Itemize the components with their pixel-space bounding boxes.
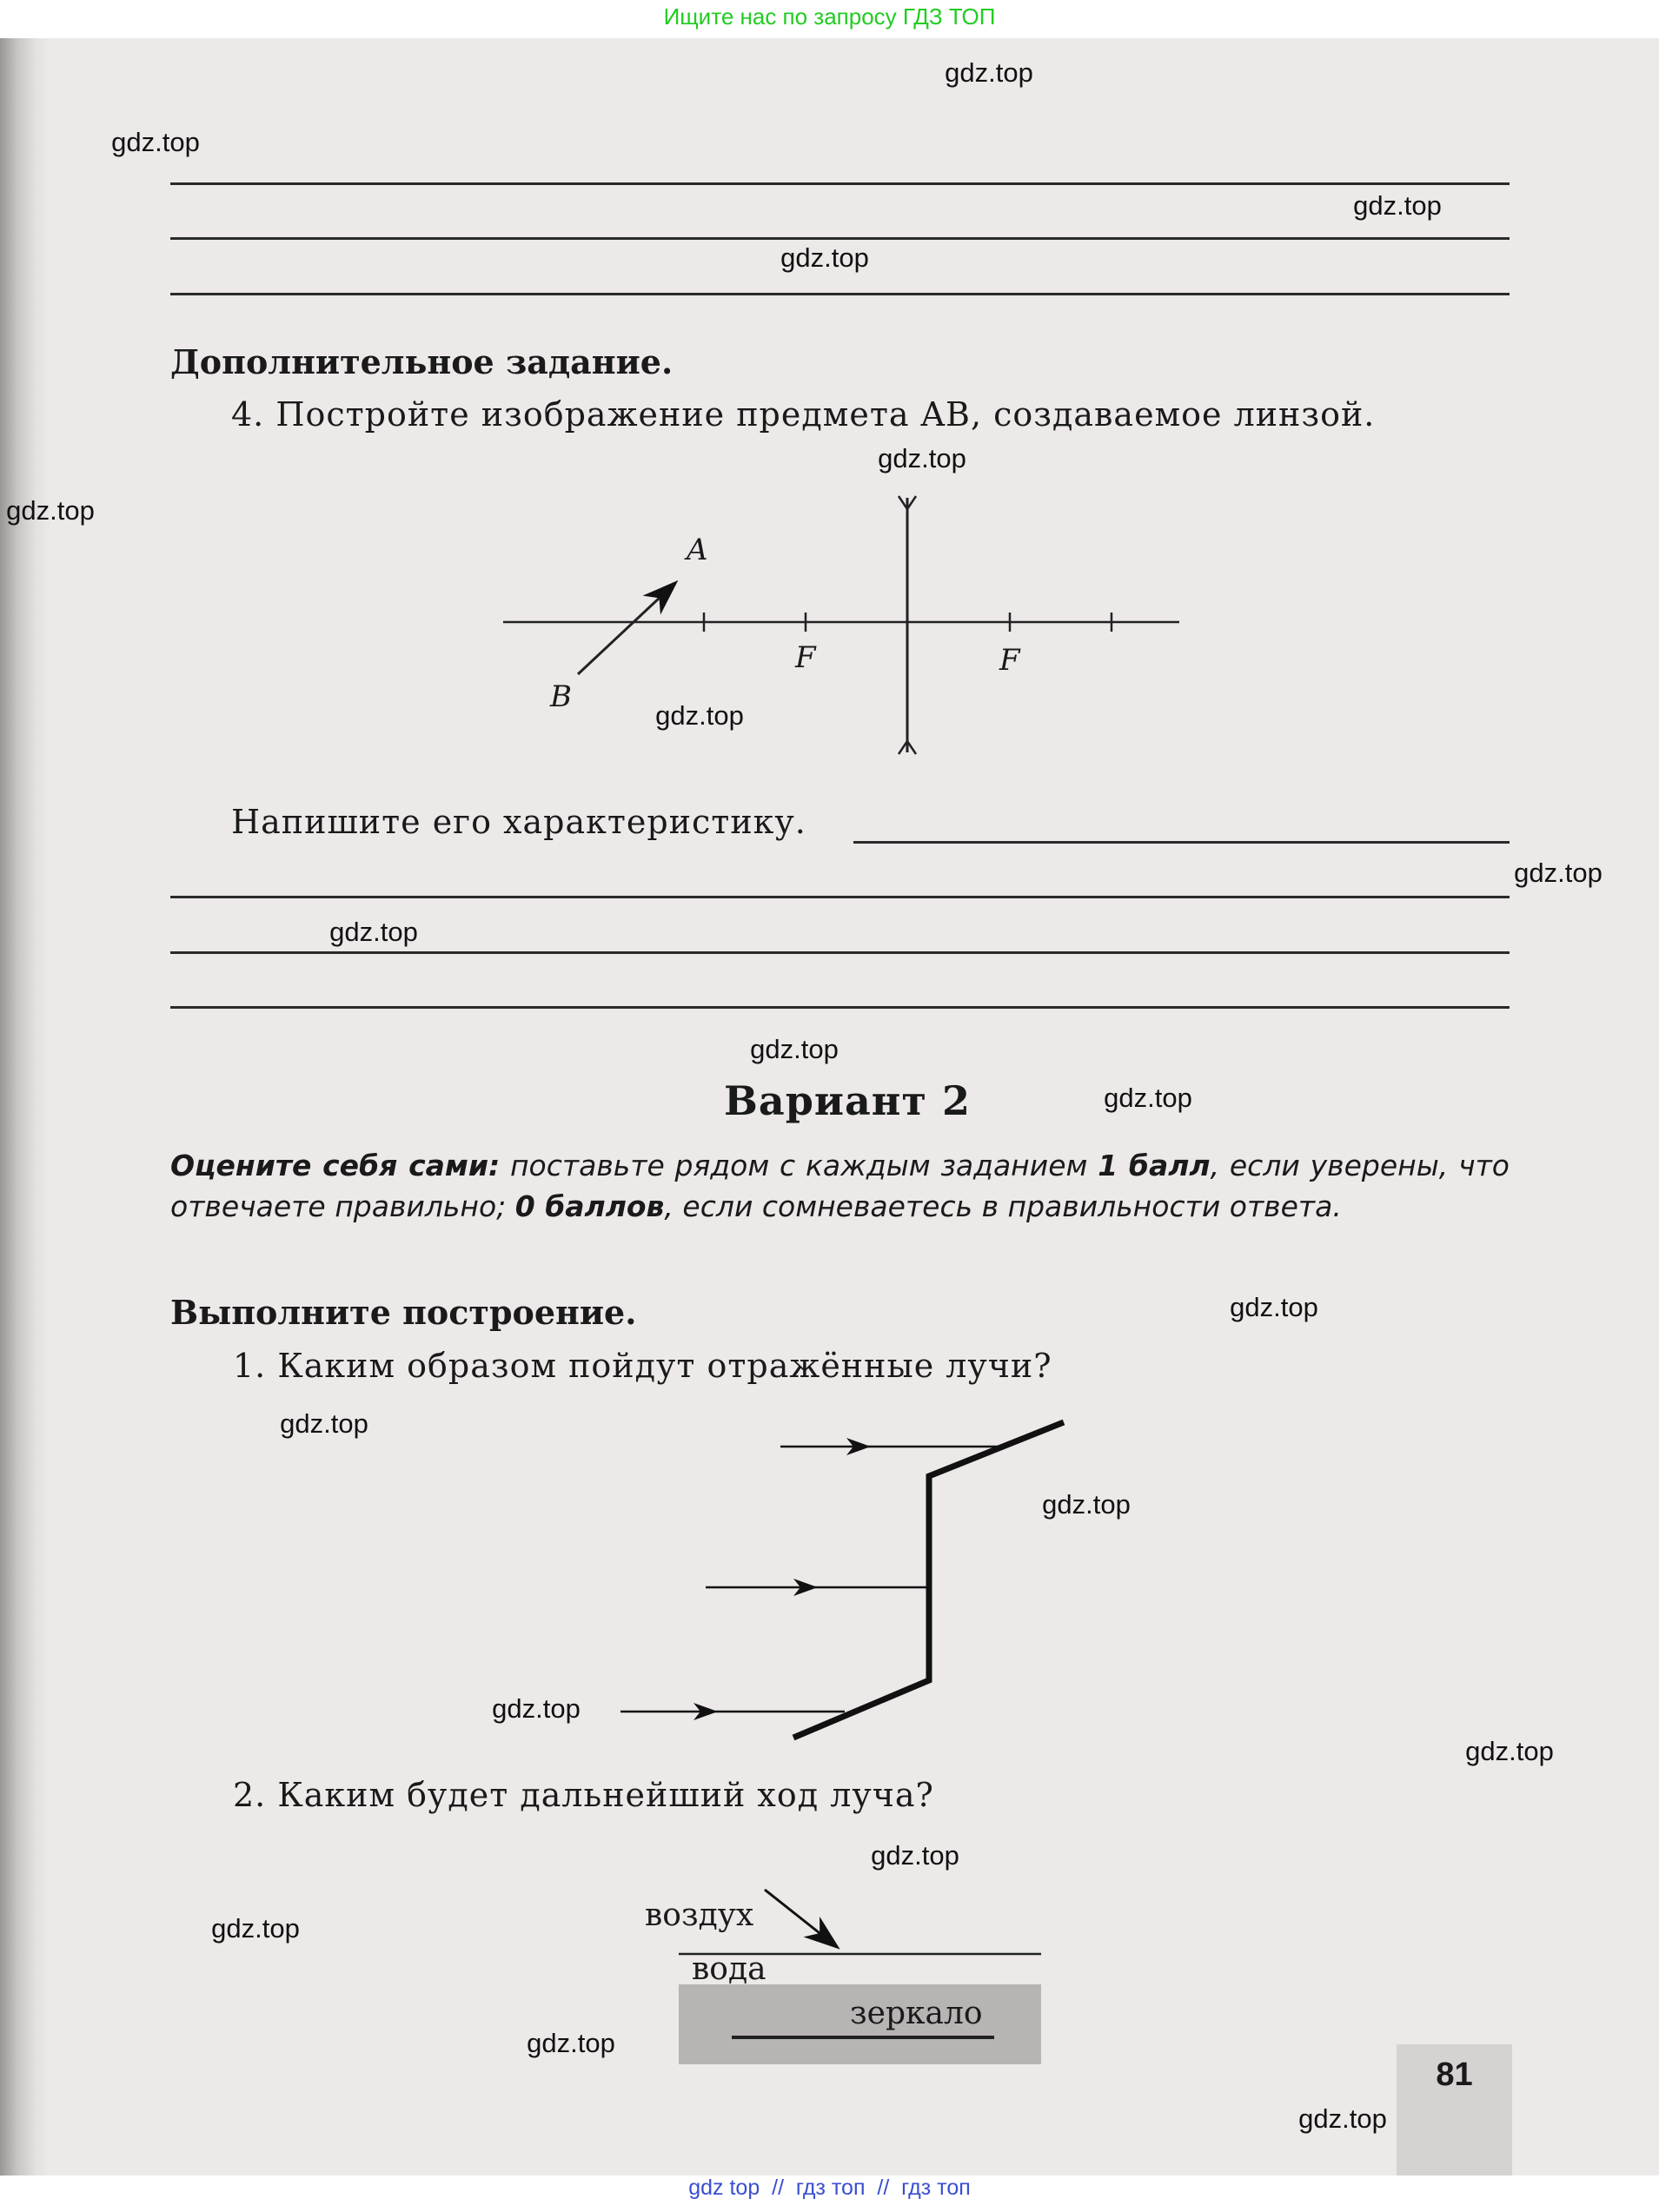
zero-points: 0 баллов xyxy=(514,1189,665,1223)
watermark: gdz.top xyxy=(655,700,744,731)
label-air: воздух xyxy=(645,1897,754,1933)
question-2: 2. Каким будет дальнейший ход луча? xyxy=(233,1776,934,1814)
self-check-instructions xyxy=(170,1145,1510,1227)
mirror-surface xyxy=(793,1422,1064,1738)
watermark: gdz.top xyxy=(871,1840,959,1871)
watermark: gdz.top xyxy=(280,1408,368,1439)
label-water: вода xyxy=(692,1951,766,1987)
question-4: 4. Постройте изображение предмета AB, создаваемое линзой. xyxy=(231,395,1376,434)
watermark: gdz.top xyxy=(1042,1489,1131,1520)
label-a: A xyxy=(687,533,708,567)
characteristic-prompt: Напишите его характеристику. xyxy=(231,803,806,841)
section-heading: Выполните построение. xyxy=(170,1293,637,1332)
question-1: 1. Каким образом пойдут отражённые лучи? xyxy=(233,1347,1052,1385)
watermark: gdz.top xyxy=(1230,1292,1318,1322)
variant-title: Вариант 2 xyxy=(724,1077,971,1124)
extra-task-heading: Дополнительное задание. xyxy=(170,342,674,381)
incident-ray xyxy=(765,1890,836,1946)
watermark: gdz.top xyxy=(111,127,200,157)
watermark: gdz.top xyxy=(1514,858,1603,888)
top-banner[interactable]: Ищите нас по запросу ГДЗ ТОП xyxy=(663,3,996,30)
self-check-text: , если сомневаетесь в правильности ответа. xyxy=(664,1189,1342,1223)
watermark: gdz.top xyxy=(527,2028,615,2058)
self-check-lead: Оцените себя сами: xyxy=(170,1149,501,1182)
watermark: gdz.top xyxy=(780,242,869,273)
label-mirror: зеркало xyxy=(850,1996,983,2031)
self-check-text: , если уверены, что отвечаете правильно; xyxy=(170,1149,1510,1223)
watermark: gdz.top xyxy=(1298,2103,1387,2134)
self-check-text: поставьте рядом с каждым заданием xyxy=(500,1149,1098,1182)
watermark: gdz.top xyxy=(1104,1083,1192,1113)
label-f-left: F xyxy=(795,640,816,675)
mirror-diagram xyxy=(620,1422,1064,1738)
watermark: gdz.top xyxy=(750,1034,839,1064)
answer-line xyxy=(853,841,1510,844)
watermark: gdz.top xyxy=(878,443,966,474)
object-arrow-ab xyxy=(578,584,674,674)
watermark: gdz.top xyxy=(1465,1736,1554,1766)
one-point: 1 балл xyxy=(1098,1149,1211,1182)
watermark: gdz.top xyxy=(492,1693,581,1724)
answer-line xyxy=(170,896,1510,898)
watermark: gdz.top xyxy=(329,917,418,947)
answer-line xyxy=(170,1006,1510,1009)
lens-diagram xyxy=(503,496,1179,754)
page-number: 81 xyxy=(1436,2056,1473,2093)
footer-links[interactable]: gdz top // гдз топ // гдз топ xyxy=(688,2176,971,2200)
answer-line xyxy=(170,951,1510,954)
label-b: B xyxy=(550,679,572,714)
watermark: gdz.top xyxy=(945,57,1033,88)
page-number-box xyxy=(1397,2044,1512,2176)
watermark: gdz.top xyxy=(6,495,95,526)
watermark: gdz.top xyxy=(211,1913,300,1944)
watermark: gdz.top xyxy=(1353,190,1442,221)
label-f-right: F xyxy=(999,643,1020,678)
